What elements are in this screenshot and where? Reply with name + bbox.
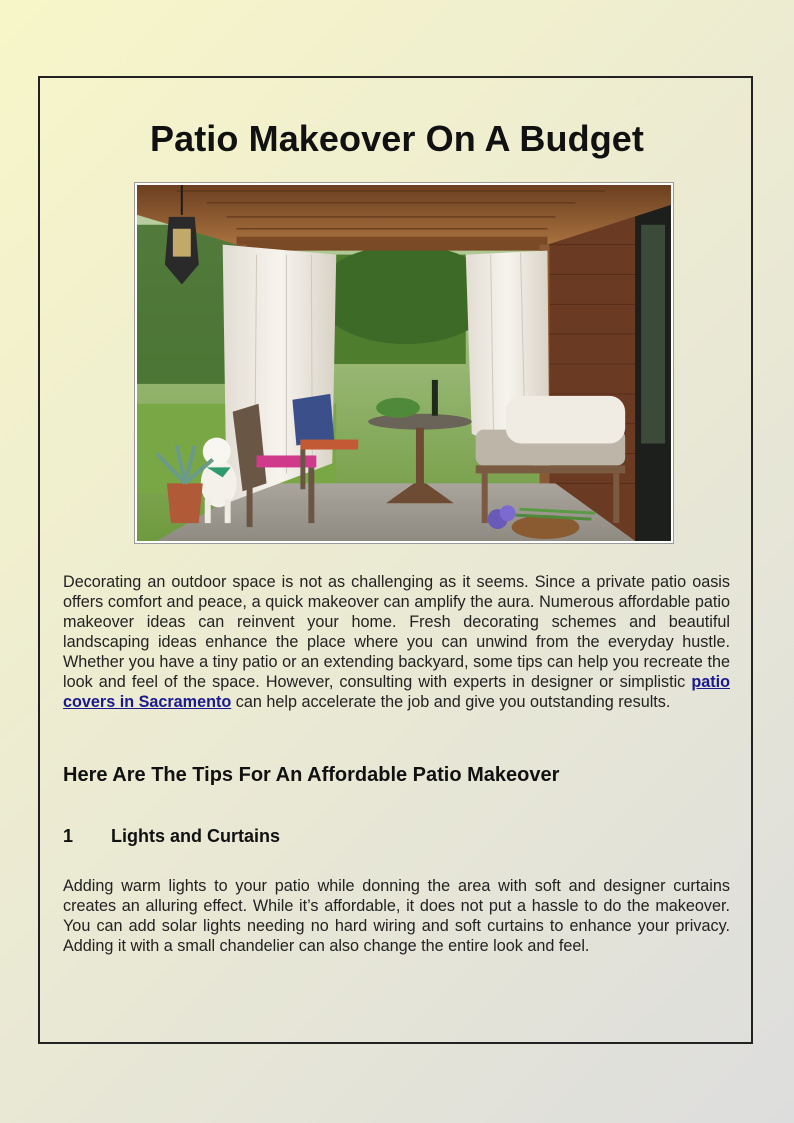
intro-paragraph [63,572,730,712]
tip-1-title: Lights and Curtains [111,826,281,846]
tip-1-number: 1 [63,826,74,846]
page-title: Patio Makeover On A Budget [149,118,644,159]
tip-1-body: Adding warm lights to your patio while donning the area with soft and designer curtains creates an alluring effect. While it’s affordable, it does not put a hassle to do the makeover. You can add solar lights needing no hard wiring and soft curtains to enhance your privacy. Adding it with a small chandelier can also change the entire look and feel. [63,877,730,955]
patio-photo-icon [137,185,671,541]
hero-image [134,182,674,544]
tips-heading: Here Are The Tips For An Affordable Patio Makeover [63,764,560,786]
patio-covers-link[interactable]: patio covers in Sacramento [63,673,730,711]
intro-text-start: Decorating an outdoor space is not as challenging as it seems. Since a private patio oasis offers comfort and peace, a quick makeover can amplify the aura. Numerous affordable patio makeover ideas can reinvent your home. Fresh decorating schemes and beautiful landscaping ideas enhance the place where you can unwind from the everyday hustle. Whether you have a tiny patio or an extending backyard, some tips can help you recreate the look and feel of the space. However, consulting with experts in designer or simplistic [63,573,730,691]
tip-1-heading [63,826,280,847]
intro-text-end: can help accelerate the job and give you outstanding results. [231,693,671,711]
